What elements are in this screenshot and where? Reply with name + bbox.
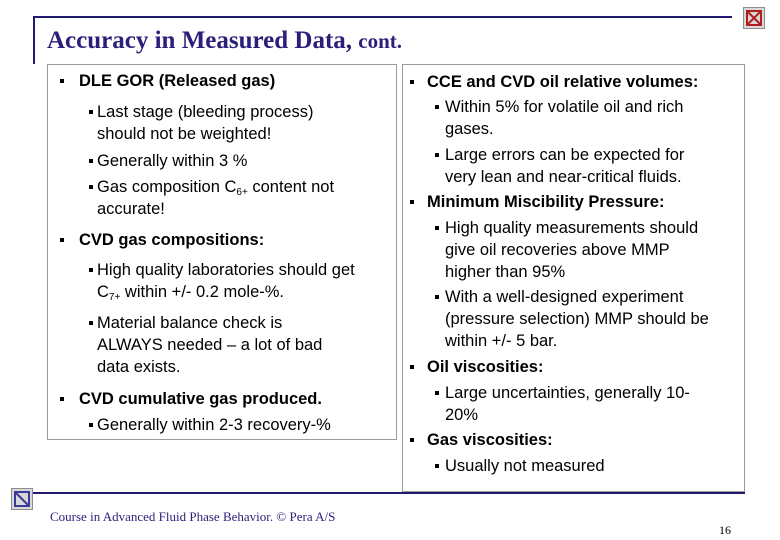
sub-bullet-well-designed-cont: (pressure selection) MMP should be: [445, 310, 709, 328]
bullet-marker: [89, 321, 93, 325]
sub-bullet-hq-measurements: High quality measurements should: [445, 219, 699, 237]
bullet-dle-gor: DLE GOR (Released gas): [79, 72, 276, 90]
text-gas-composition: Gas composition C: [97, 178, 237, 196]
sub-bullet-gas-composition-cont: accurate!: [97, 200, 165, 218]
bullet-marker: [89, 110, 93, 114]
bullet-marker: [410, 200, 414, 204]
sub-bullet-last-stage: Last stage (bleeding process): [97, 103, 314, 121]
bullet-marker: [89, 159, 93, 163]
sub-bullet-high-quality-cont: [97, 281, 284, 303]
sub-bullet-large-uncertainties: Large uncertainties, generally 10-: [445, 384, 690, 402]
text-content-not: content not: [247, 178, 335, 196]
bullet-marker: [435, 153, 439, 157]
bullet-marker: [435, 464, 439, 468]
sub-bullet-recovery: Generally within 2-3 recovery-%: [97, 416, 331, 434]
sub-bullet-generally-3: Generally within 3 %: [97, 152, 248, 170]
frame-bottom-rule: [33, 492, 745, 494]
title-cont: cont.: [358, 29, 403, 53]
sub-bullet-last-stage-cont: should not be weighted!: [97, 125, 272, 143]
title-main: Accuracy in Measured Data,: [47, 27, 359, 54]
subscript-7plus: 7+: [108, 292, 121, 303]
sub-bullet-large-uncertainties-cont: 20%: [445, 406, 479, 424]
sub-bullet-large-errors: Large errors can be expected for: [445, 146, 685, 164]
bullet-marker: [435, 105, 439, 109]
sub-bullet-hq-measurements-cont2: higher than 95%: [445, 263, 566, 281]
bullet-marker: [60, 397, 64, 401]
sub-bullet-within-5-cont: gases.: [445, 120, 494, 138]
bullet-marker: [89, 423, 93, 427]
bullet-gas-viscosities: Gas viscosities:: [427, 431, 553, 449]
bullet-marker: [89, 268, 93, 272]
bullet-marker: [410, 80, 414, 84]
back-icon[interactable]: [11, 488, 33, 510]
bullet-marker: [435, 226, 439, 230]
bullet-cvd-cumulative: CVD cumulative gas produced.: [79, 390, 322, 408]
bullet-marker: [410, 438, 414, 442]
sub-bullet-large-errors-cont: very lean and near-critical fluids.: [445, 168, 682, 186]
bullet-marker: [89, 185, 93, 189]
frame-left-rule: [33, 16, 35, 64]
sub-bullet-high-quality: High quality laboratories should get: [97, 261, 355, 279]
bullet-marker: [435, 295, 439, 299]
sub-bullet-hq-measurements-cont: give oil recoveries above MMP: [445, 241, 670, 259]
bullet-marker: [435, 391, 439, 395]
sub-bullet-material-balance-cont2: data exists.: [97, 358, 181, 376]
sub-bullet-gas-composition: [97, 176, 334, 198]
sub-bullet-material-balance-cont: ALWAYS needed – a lot of bad: [97, 336, 323, 354]
sub-bullet-not-measured: Usually not measured: [445, 457, 605, 475]
text-within: within +/- 0.2 mole-%.: [120, 283, 285, 301]
sub-bullet-material-balance: Material balance check is: [97, 314, 283, 332]
bullet-marker: [410, 365, 414, 369]
bullet-mmp: Minimum Miscibility Pressure:: [427, 193, 665, 211]
frame-top-rule: [33, 16, 732, 18]
close-icon[interactable]: [743, 7, 765, 29]
subscript-6plus: 6+: [236, 187, 248, 198]
bullet-marker: [60, 79, 64, 83]
bullet-cce-cvd: CCE and CVD oil relative volumes:: [427, 73, 699, 91]
sub-bullet-well-designed-cont2: within +/- 5 bar.: [445, 332, 558, 350]
sub-bullet-well-designed: With a well-designed experiment: [445, 288, 684, 306]
sub-bullet-within-5: Within 5% for volatile oil and rich: [445, 98, 684, 116]
bullet-cvd-gas: CVD gas compositions:: [79, 231, 265, 249]
text-c: C: [97, 283, 109, 301]
page-title: [47, 27, 402, 55]
bullet-oil-viscosities: Oil viscosities:: [427, 358, 544, 376]
footer-course-credit: Course in Advanced Fluid Phase Behavior. © Pera A/S: [50, 509, 336, 524]
page-number: 16: [719, 523, 731, 537]
bullet-marker: [60, 238, 64, 242]
